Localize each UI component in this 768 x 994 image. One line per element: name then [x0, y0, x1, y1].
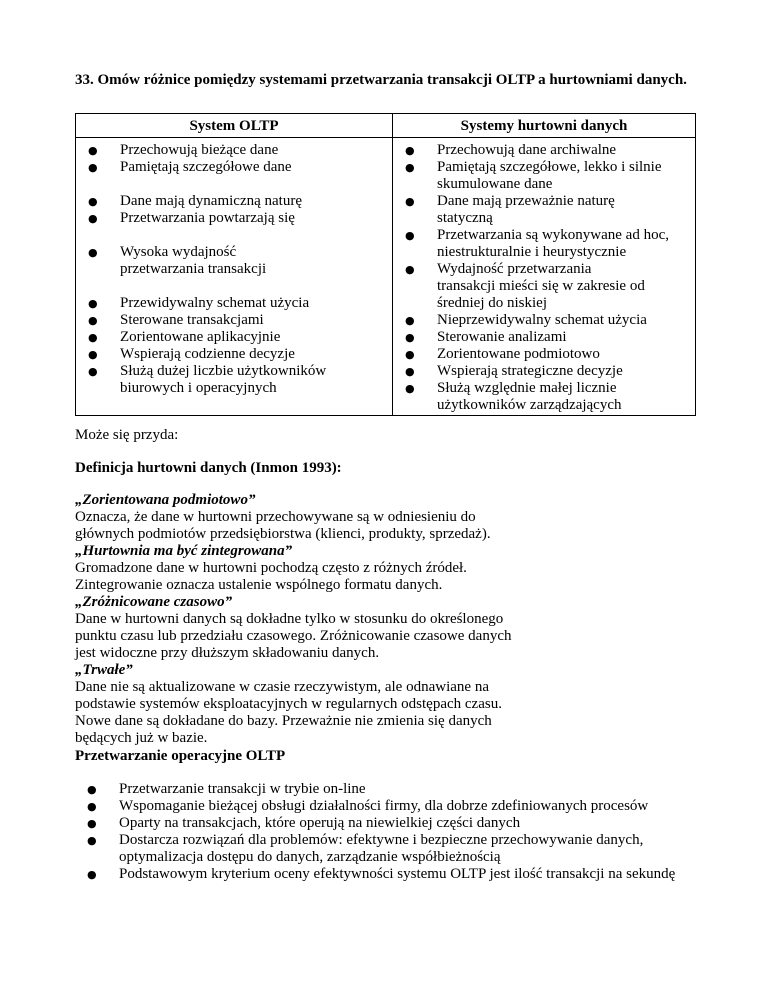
list-item: ● Wydajność przetwarzania transakcji mieści się w zakresie od średniej do niskiej	[393, 261, 673, 312]
list-item: ● Dane mają przeważnie naturę statyczną	[393, 193, 673, 227]
list-item: ● Przetwarzania są wykonywane ad hoc, niestrukturalnie i heurystycznie	[393, 227, 673, 261]
list-item: ● Dane mają dynamiczną naturę	[76, 193, 392, 210]
list-item: ● Pamiętają szczegółowe dane	[76, 159, 392, 176]
question-title: 33. Omów różnice pomiędzy systemami przetwarzania transakcji OLTP a hurtowniami danych.	[75, 72, 687, 88]
definition-term: „Zorientowana podmiotowo”	[75, 492, 256, 508]
oltp-group	[76, 193, 392, 227]
definition-term: „Trwałe”	[75, 662, 133, 678]
definition-term: „Zróżnicowane czasowo”	[75, 594, 233, 610]
list-item: ● Wysoka wydajność przetwarzania transakcji	[76, 244, 316, 278]
list-item: ● Oparty na transakcjach, które operują na niewielkiej części danych	[75, 815, 695, 832]
warehouse-column	[393, 138, 696, 416]
list-item: ● Wspomaganie bieżącej obsługi działalności firmy, dla dobrze zdefiniowanych procesów	[75, 798, 695, 815]
oltp-group	[76, 295, 356, 397]
warehouse-list	[393, 142, 673, 414]
list-item: ● Wspierają codzienne decyzje	[76, 346, 356, 363]
list-item: ● Zorientowane podmiotowo	[393, 346, 673, 363]
list-item: ● Służą dużej liczbie użytkowników biurowych i operacyjnych	[76, 363, 356, 397]
definition-text: Gromadzone dane w hurtowni pochodzą często z różnych źródeł. Zintegrowanie oznacza ustalenie wspólnego formatu danych.	[75, 560, 467, 593]
list-item: ● Pamiętają szczegółowe, lekko i silnie skumulowane dane	[393, 159, 673, 193]
list-item: ● Przechowują dane archiwalne	[393, 142, 673, 159]
oltp-heading: Przetwarzanie operacyjne OLTP	[75, 748, 286, 764]
oltp-group	[76, 142, 392, 176]
list-item: ● Przetwarzanie transakcji w trybie on-line	[75, 781, 695, 798]
list-item: ● Przechowują bieżące dane	[76, 142, 392, 159]
definition-text: Dane nie są aktualizowane w czasie rzeczywistym, ale odnawiane na podstawie systemów eksploatacyjnych w regularnych odstępach czasu. Nowe dane są dokładane do bazy. Przeważnie nie zmienia się danych będących już w bazie.	[75, 679, 502, 746]
definitions-block	[75, 492, 535, 747]
definition-text: Oznacza, że dane w hurtowni przechowywane są w odniesieniu do głównych podmiotów przedsiębiorstwa (klienci, produkty, sprzedaż).	[75, 509, 491, 542]
list-item: ● Nieprzewidywalny schemat użycia	[393, 312, 673, 329]
warehouse-column-header: Systemy hurtowni danych	[393, 114, 696, 138]
comparison-table	[75, 113, 696, 416]
list-item: ● Dostarcza rozwiązań dla problemów: efektywne i bezpieczne przechowywanie danych, optymalizacja dostępu do danych, zarządzanie współbieżnością	[75, 832, 695, 866]
list-item: ● Podstawowym kryterium oceny efektywności systemu OLTP jest ilość transakcji na sekundę	[75, 866, 695, 883]
oltp-column-header: System OLTP	[76, 114, 393, 138]
list-item: ● Przewidywalny schemat użycia	[76, 295, 356, 312]
list-item: ● Zorientowane aplikacyjnie	[76, 329, 356, 346]
list-item: ● Wspierają strategiczne decyzje	[393, 363, 673, 380]
list-item: ● Sterowanie analizami	[393, 329, 673, 346]
definition-term: „Hurtownia ma być zintegrowana”	[75, 543, 293, 559]
oltp-group	[76, 244, 316, 278]
list-item: ● Przetwarzania powtarzają się	[76, 210, 392, 227]
note-text: Może się przyda:	[75, 427, 179, 443]
definition-heading: Definicja hurtowni danych (Inmon 1993):	[75, 460, 342, 476]
definition-text: Dane w hurtowni danych są dokładne tylko w stosunku do określonego punktu czasu lub przedziału czasowego. Zróżnicowanie czasowe danych jest widoczne przy dłuższym składowaniu danych.	[75, 611, 512, 661]
list-item: ● Sterowane transakcjami	[76, 312, 356, 329]
oltp-list	[75, 781, 695, 883]
list-item: ● Służą względnie małej licznie użytkowników zarządzających	[393, 380, 673, 414]
oltp-column	[76, 138, 393, 416]
